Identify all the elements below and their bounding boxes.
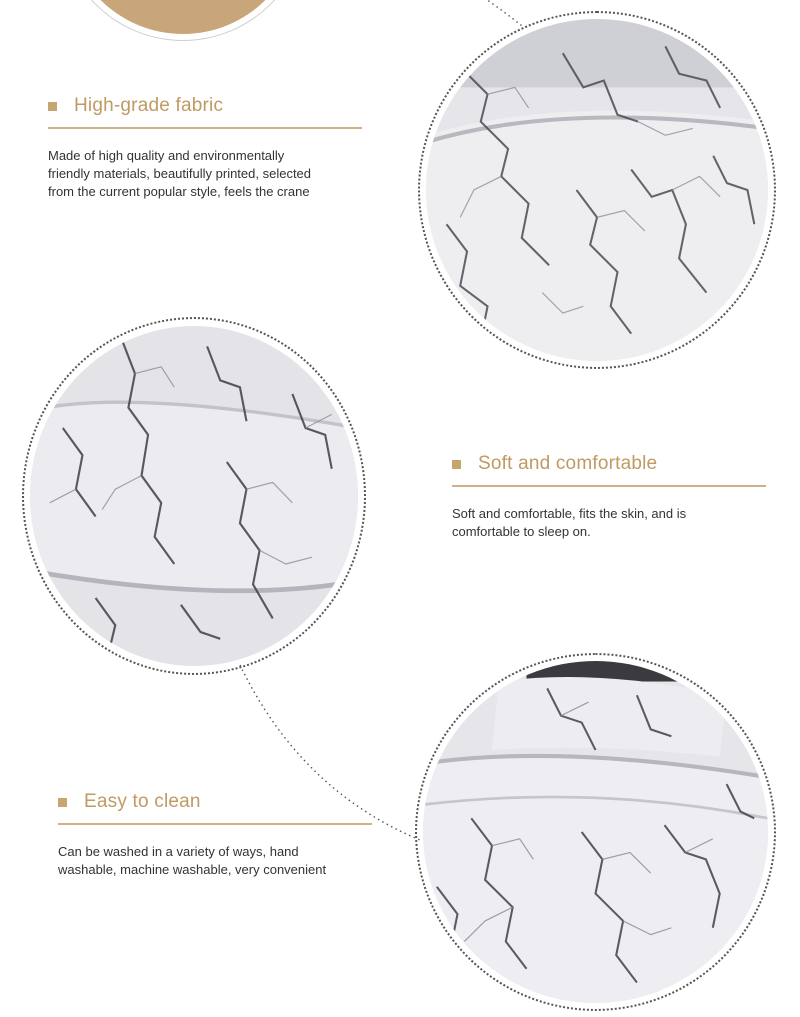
photo-circle-bed-set <box>415 653 776 1011</box>
feature-description <box>48 147 362 201</box>
photo-circle-pillow <box>22 317 366 675</box>
description-line: washable, machine washable, very convenient <box>58 862 327 877</box>
description-line: from the current popular style, feels the crane <box>48 184 310 199</box>
marble-bedding-duvet-photo <box>426 19 768 361</box>
feature-title <box>58 789 372 815</box>
square-bullet-icon <box>452 460 461 469</box>
feature-title <box>48 93 362 119</box>
feature-description <box>58 843 372 879</box>
feature-soft-and-comfortable <box>452 451 766 541</box>
description-line: Soft and comfortable, fits the skin, and is <box>452 506 687 521</box>
marble-bed-set-photo <box>423 661 768 1003</box>
square-bullet-icon <box>48 102 57 111</box>
feature-high-grade-fabric <box>48 93 362 201</box>
square-bullet-icon <box>58 798 67 807</box>
description-line: Can be washed in a variety of ways, hand <box>58 844 299 859</box>
feature-title <box>452 451 766 477</box>
description-line: Made of high quality and environmentally <box>48 148 285 163</box>
feature-easy-to-clean <box>58 789 372 879</box>
title-underline <box>48 127 362 129</box>
feature-title-text: High-grade fabric <box>74 95 224 116</box>
feature-title-text: Soft and comfortable <box>478 453 658 474</box>
photo-circle-duvet <box>418 11 776 369</box>
feature-description <box>452 505 766 541</box>
feature-title-text: Easy to clean <box>84 791 201 812</box>
description-line: comfortable to sleep on. <box>452 524 591 539</box>
marble-pillow-photo <box>30 326 358 666</box>
title-underline <box>58 823 372 825</box>
description-line: friendly materials, beautifully printed, selected <box>48 166 312 181</box>
title-underline <box>452 485 766 487</box>
